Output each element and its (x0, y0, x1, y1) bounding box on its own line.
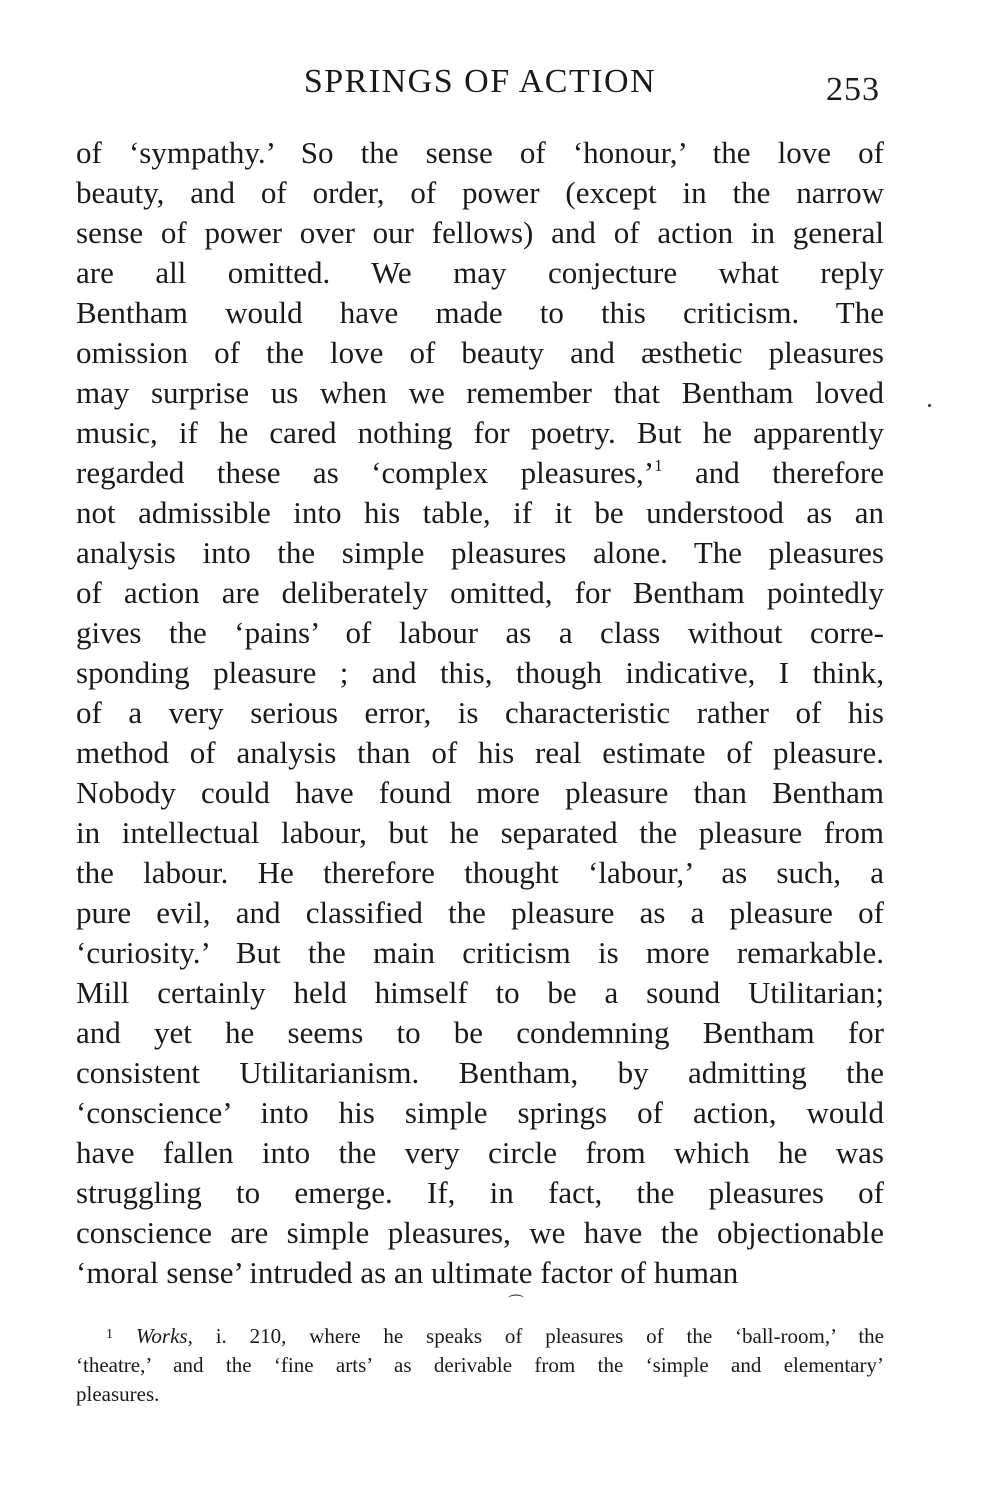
text-line: the labour. He therefore thought ‘labour,’ as such, a (76, 855, 884, 890)
text-line: of a very serious error, is characteristic rather of his (76, 695, 884, 730)
text-segment: regarded these as ‘complex pleasures,’ (76, 455, 655, 490)
text-line: consistent Utilitarianism. Bentham, by admitting the (76, 1055, 884, 1090)
text-line: are all omitted. We may conjecture what reply (76, 255, 884, 290)
footnote-text: i. 210, where he speaks of pleasures of the ‘ball-room,’ the (192, 1324, 884, 1348)
text-line: analysis into the simple pleasures alone. The pleasures (76, 535, 884, 570)
text-line: ‘conscience’ into his simple springs of action, would (76, 1095, 884, 1130)
text-line-with-footnote-ref (76, 453, 884, 493)
text-line: and yet he seems to be condemning Bentham for (76, 1015, 884, 1050)
stray-ink-dot (928, 404, 931, 407)
footnote-line: ‘theatre,’ and the ‘fine arts’ as derivable from the ‘simple and elementary’ (76, 1353, 884, 1377)
page-number: 253 (826, 71, 880, 108)
text-line: Nobody could have found more pleasure than Bentham (76, 775, 884, 810)
text-line: ‘curiosity.’ But the main criticism is more remarkable. (76, 935, 884, 970)
text-line: sense of power over our fellows) and of action in general (76, 215, 884, 250)
text-line: sponding pleasure ; and this, though indicative, I think, (76, 655, 884, 690)
text-line: gives the ‘pains’ of labour as a class without corre- (76, 615, 884, 650)
text-line: of ‘sympathy.’ So the sense of ‘honour,’ the love of (76, 135, 884, 170)
text-line: struggling to emerge. If, in fact, the pleasures of (76, 1175, 884, 1210)
footnote-line (76, 1322, 884, 1351)
text-line: ‘moral sense’ intruded as an ultimate factor of human (76, 1255, 739, 1290)
text-line: music, if he cared nothing for poetry. But he apparently (76, 415, 884, 450)
text-line: Mill certainly held himself to be a sound Utilitarian; (76, 975, 884, 1010)
text-line: omission of the love of beauty and æsthetic pleasures (76, 335, 884, 370)
text-line: may surprise us when we remember that Bentham loved (76, 375, 884, 410)
text-line: have fallen into the very circle from which he was (76, 1135, 884, 1170)
footnote-line: pleasures. (76, 1382, 160, 1406)
footnote-reference: 1 (654, 456, 663, 475)
text-line: Bentham would have made to this criticism. The (76, 295, 884, 330)
footnote-marker: 1 (106, 1327, 113, 1342)
text-line: not admissible into his table, if it be understood as an (76, 495, 884, 530)
footnote-source-title: Works, (135, 1324, 193, 1348)
text-segment: and therefore (662, 455, 884, 490)
text-line: of action are deliberately omitted, for Bentham pointedly (76, 575, 884, 610)
footnote (76, 1322, 884, 1409)
running-title: SPRINGS OF ACTION (303, 63, 657, 100)
signature-mark: ⌒ (508, 1295, 525, 1312)
text-line: pure evil, and classified the pleasure as a pleasure of (76, 895, 884, 930)
text-line: method of analysis than of his real estimate of pleasure. (76, 735, 884, 770)
text-line: conscience are simple pleasures, we have the objectionable (76, 1215, 884, 1250)
body-text (76, 133, 884, 1293)
running-header (76, 62, 884, 112)
text-line: in intellectual labour, but he separated the pleasure from (76, 815, 884, 850)
text-line: beauty, and of order, of power (except in the narrow (76, 175, 884, 210)
